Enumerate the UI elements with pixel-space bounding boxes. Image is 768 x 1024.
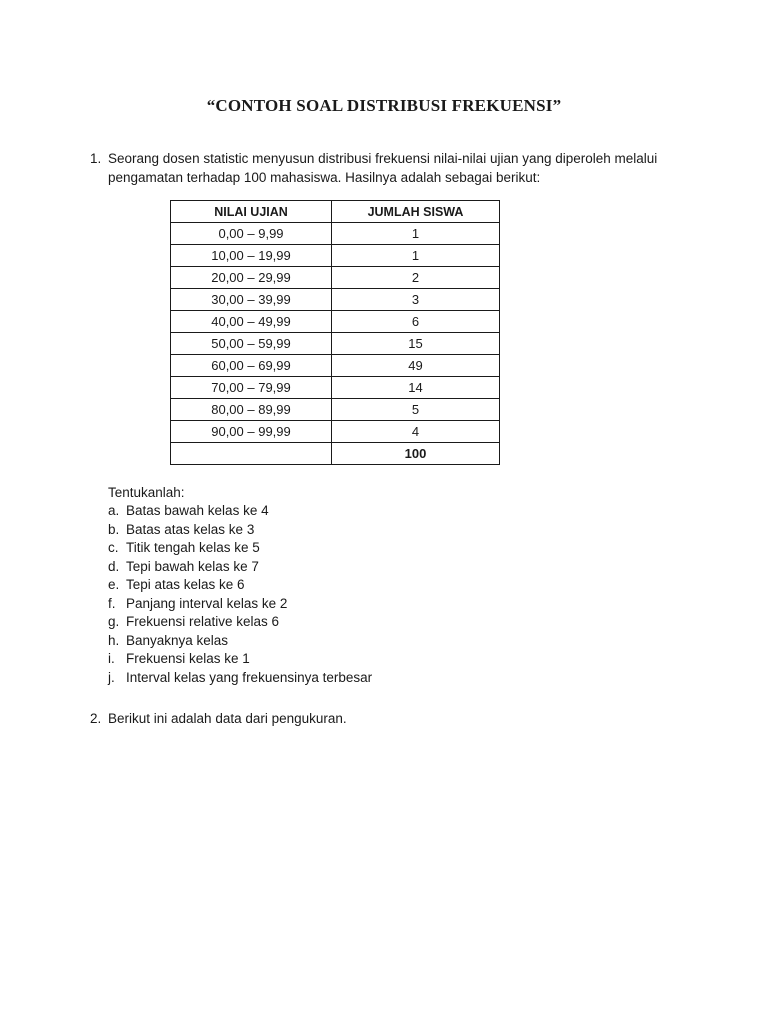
subquestion-text: Banyaknya kelas: [126, 632, 229, 648]
question-1-text: Seorang dosen statistic menyusun distribusi frekuensi nilai-nilai ujian yang diperoleh melalui pengamatan terhadap 100 mahasiswa. Hasilnya adalah sebagai berikut:: [108, 151, 658, 185]
subquestion-list: [108, 502, 372, 687]
table-row: [171, 377, 500, 399]
list-item: [108, 521, 372, 540]
table-total-row: [171, 443, 500, 465]
subquestion-text: Titik tengah kelas ke 5: [126, 540, 260, 555]
table-row: [171, 267, 500, 289]
cell-count: 49: [332, 355, 500, 377]
header-nilai-ujian: NILAI UJIAN: [171, 201, 332, 223]
table-row: [171, 245, 500, 267]
subquestion-letter: h.: [108, 632, 120, 648]
subquestion-text: Panjang interval kelas ke 2: [126, 595, 288, 611]
cell-count: 3: [332, 289, 500, 311]
cell-range: 10,00 – 19,99: [171, 245, 332, 267]
table-row: [171, 289, 500, 311]
subquestion-letter: e.: [108, 577, 120, 592]
subquestion-letter: g.: [108, 614, 120, 629]
cell-count: 6: [332, 311, 500, 333]
table-row: [171, 355, 500, 377]
cell-range: 90,00 – 99,99: [171, 421, 332, 443]
list-item: [108, 502, 372, 521]
subquestion-text: Interval kelas yang frekuensinya terbesar: [126, 669, 373, 685]
table-row: [171, 311, 500, 333]
subquestion-letter: f.: [108, 595, 116, 611]
list-item: [108, 669, 372, 688]
cell-range: 40,00 – 49,99: [171, 311, 332, 333]
document-title: “CONTOH SOAL DISTRIBUSI FREKUENSI”: [206, 96, 562, 115]
cell-range: 50,00 – 59,99: [171, 333, 332, 355]
subquestion-text: Batas atas kelas ke 3: [126, 521, 255, 537]
table-row: [171, 421, 500, 443]
table-row: [171, 333, 500, 355]
subquestion-text: Tepi bawah kelas ke 7: [126, 558, 259, 574]
subquestion-letter: i.: [108, 651, 115, 666]
list-item: [108, 576, 372, 595]
cell-count: 2: [332, 267, 500, 289]
question-2: [90, 709, 347, 728]
table-header-row: [171, 201, 500, 223]
header-jumlah-siswa: JUMLAH SISWA: [332, 201, 500, 223]
question-1: [90, 149, 710, 187]
cell-total-empty: [171, 443, 332, 465]
cell-range: 80,00 – 89,99: [171, 399, 332, 421]
subquestion-letter: c.: [108, 540, 119, 555]
cell-count: 14: [332, 377, 500, 399]
cell-range: 70,00 – 79,99: [171, 377, 332, 399]
cell-range: 30,00 – 39,99: [171, 289, 332, 311]
cell-range: 0,00 – 9,99: [171, 223, 332, 245]
cell-total: 100: [332, 443, 500, 465]
table-row: [171, 399, 500, 421]
question-2-number: 2.: [90, 711, 102, 726]
list-item: [108, 558, 372, 577]
cell-range: 60,00 – 69,99: [171, 355, 332, 377]
cell-count: 4: [332, 421, 500, 443]
question-1-number: 1.: [90, 151, 102, 166]
cell-count: 15: [332, 333, 500, 355]
subquestion-letter: a.: [108, 503, 120, 518]
list-item: [108, 613, 372, 632]
subquestion-text: Frekuensi relative kelas 6: [126, 614, 280, 629]
list-item: [108, 650, 372, 669]
subquestion-text: Tepi atas kelas ke 6: [126, 577, 245, 592]
subquestion-letter: d.: [108, 558, 120, 574]
subquestion-letter: j.: [108, 669, 115, 685]
subquestion-text: Frekuensi kelas ke 1: [126, 651, 250, 666]
subquestion-letter: b.: [108, 521, 120, 537]
subquestion-text: Batas bawah kelas ke 4: [126, 503, 269, 518]
cell-count: 1: [332, 245, 500, 267]
list-item: [108, 539, 372, 558]
list-item: [108, 632, 372, 651]
list-item: [108, 595, 372, 614]
cell-count: 5: [332, 399, 500, 421]
frequency-table: [170, 200, 500, 465]
cell-count: 1: [332, 223, 500, 245]
tentukan-label: Tentukanlah:: [108, 485, 185, 500]
cell-range: 20,00 – 29,99: [171, 267, 332, 289]
table-row: [171, 223, 500, 245]
question-2-text: Berikut ini adalah data dari pengukuran.: [108, 711, 347, 726]
